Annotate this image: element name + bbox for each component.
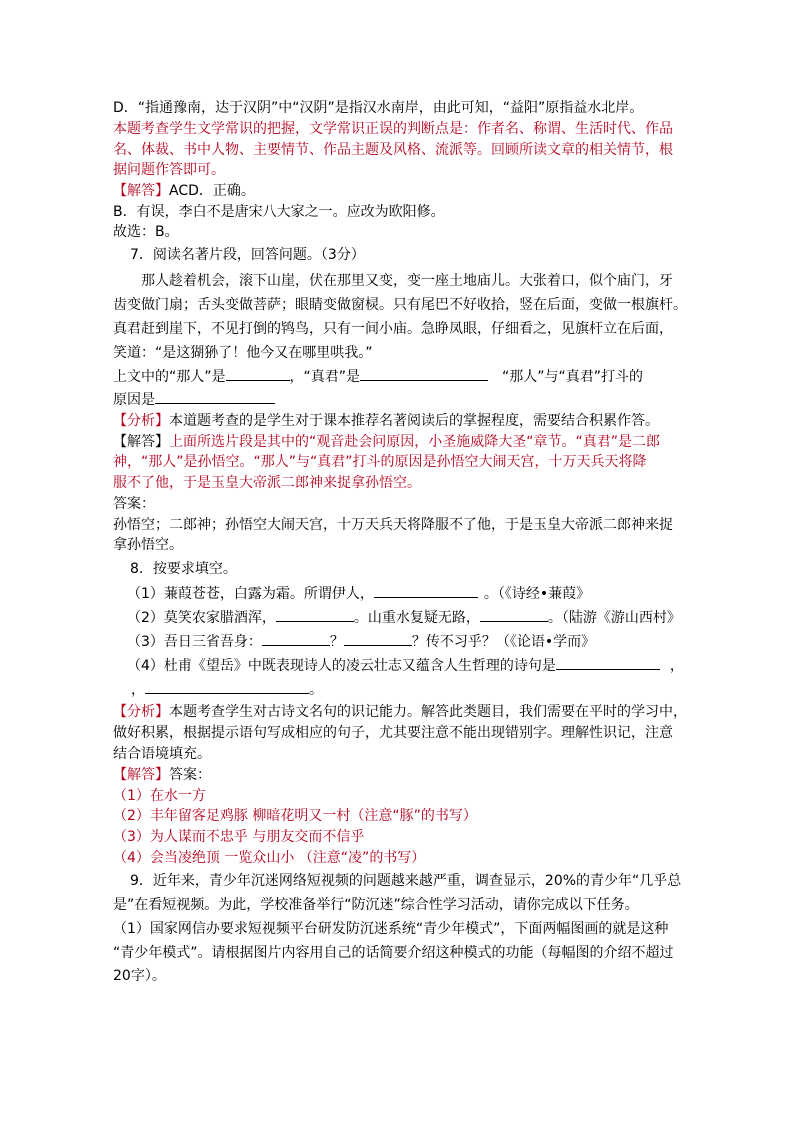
analysis-line [113, 702, 687, 722]
question-9-sub: （1）国家网信办要求短视频平台研发防沉迷系统“青少年模式”，下面两幅图画的就是这种 [113, 921, 669, 937]
fill-text: ， [669, 658, 684, 674]
question-7-title: 7．阅读名著片段，回答问题。（3分） [130, 247, 365, 263]
fill-text: ， [131, 682, 145, 698]
answer-item: （3）为人谋而不忠乎 与朋友交而不信乎 [113, 829, 365, 845]
analysis-text: 本题考查学生对古诗文名句的识记能力。解答此类题目，我们需要在平时的学习中， [169, 704, 687, 720]
fill-text: 。（《诗经•蒹葭》 [483, 586, 591, 602]
answer-text: 神，“那人”是孙悟空。“那人”与“真君”打斗的原因是孙悟空大闹天宫，十万天兵天将降 [113, 454, 647, 470]
fill-text: （1）蒹葭苍苍，白露为霜。所谓伊人， [127, 586, 374, 602]
analysis-text: 结合语境填充。 [113, 746, 211, 762]
answer-text: B．有误，李白不是唐宋八大家之一。应改为欧阳修。 [113, 204, 445, 220]
fill-text: 。 [309, 682, 323, 698]
answer-blank[interactable] [226, 366, 290, 381]
answer-blank[interactable] [344, 631, 412, 646]
answer-text: 上面所选片段是其中的“观音赴会问原因，小圣施威降大圣“章节。“真君”是二郎 [169, 434, 661, 450]
question-9-sub: 20字）。 [113, 968, 166, 984]
analysis-tag: 【分析】 [113, 704, 169, 720]
fill-item-1 [127, 583, 590, 604]
answer-choice: 故选：B。 [113, 224, 179, 240]
analysis-text: 据问题作答即可。 [113, 162, 225, 178]
answer-text: ACD．正确。 [169, 183, 255, 199]
answer-line [113, 432, 660, 452]
answer-tag: 【解答】 [113, 183, 169, 199]
passage-text: 真君赶到崖下，不见打倒的鸨鸟，只有一间小庙。急睁凤眼，仔细看之，见旗杆立在后面， [113, 321, 673, 337]
fill-item-4-cont [127, 679, 323, 700]
answer-blank[interactable] [262, 631, 330, 646]
answer-blank[interactable] [276, 607, 354, 622]
answer-blank[interactable] [360, 366, 488, 381]
fill-text: （3）吾日三省吾身： [127, 634, 262, 650]
passage-text: 那人趁着机会，滚下山崖，伏在那里又变，变一座土地庙儿。大张着口，似个庙门，牙 [141, 273, 673, 289]
answer-item: （2）丰年留客足鸡豚 柳暗花明又一村（注意“豚”的书写） [113, 808, 477, 824]
answer-blank[interactable] [556, 655, 660, 670]
question-text: 原因是 [113, 392, 155, 408]
answer-blank[interactable] [480, 607, 548, 622]
analysis-text: 本题考查学生文学常识的把握，文学常识正误的判断点是：作者名、称谓、生活时代、作品 [113, 121, 673, 137]
answer-blank[interactable] [145, 679, 309, 694]
answer-blank[interactable] [374, 583, 478, 598]
answer-tag: 【解答】 [113, 767, 169, 783]
option-d-text: D．“指通豫南，达于汉阴”中“汉阴”是指汉水南岸，由此可知，“益阳”原指益水北岸。 [113, 100, 644, 116]
fill-item-3 [127, 631, 595, 652]
question-9-text: 是”在看短视频。为此，学校准备举行“防沉迷”综合性学习活动，请你完成以下任务。 [113, 897, 639, 913]
fill-text: ？传不习乎？（《论语•学而》 [411, 634, 596, 650]
answer-label: 答案： [169, 767, 211, 783]
fill-text: 。山重水复疑无路， [353, 610, 480, 626]
analysis-text: 本道题考查的是学生对于课本推荐名著阅读后的掌握程度，需要结合积累作答。 [169, 413, 659, 429]
question-text: “那人”与“真君”打斗的 [502, 369, 644, 385]
answer-line [113, 181, 255, 201]
answer-text: 拿孙悟空。 [113, 537, 183, 553]
answer-blank[interactable] [155, 389, 275, 404]
analysis-text: 做好积累，根据提示语句写成相应的句子，尤其要注意不能出现错别字。理解性识记，注意 [113, 725, 673, 741]
fill-text: ？ [329, 634, 344, 650]
question-blank-line [113, 366, 643, 387]
fill-item-4 [127, 655, 684, 676]
passage-text: 笑道：“是这猢狲了！他今又在哪里哄我。” [113, 345, 373, 361]
question-8-title: 8．按要求填空。 [130, 561, 237, 577]
answer-label: 答案： [113, 496, 155, 512]
fill-text: （2）莫笑农家腊酒浑， [127, 610, 276, 626]
answer-tag: 【解答】 [113, 434, 169, 450]
passage-text: 齿变做门扇；舌头变做菩萨；眼睛变做窗棂。只有尾巴不好收拾，竖在后面，变做一根旗杆。 [113, 297, 687, 313]
answer-text: 孙悟空；二郎神；孙悟空大闹天宫，十万天兵天将降服不了他，于是玉皇大帝派二郎神来捉 [113, 517, 673, 533]
analysis-text: 名、体裁、书中人物、主要情节、作品主题及风格、流派等。回顾所读文章的相关情节，根 [113, 142, 673, 158]
fill-item-2 [127, 607, 681, 628]
question-text: 上文中的“那人”是 [113, 369, 226, 385]
analysis-line [113, 411, 659, 431]
analysis-tag: 【分析】 [113, 413, 169, 429]
fill-text: 。（陆游《游山西村》 [547, 610, 681, 626]
question-blank-line [113, 389, 275, 410]
question-text: ，“真君”是 [289, 369, 361, 385]
answer-item: （1）在水一方 [113, 788, 206, 804]
question-9-sub: “青少年模式”。请根据图片内容用自己的话简要介绍这种模式的功能（每幅图的介绍不超过 [113, 945, 674, 961]
fill-text: （4）杜甫《望岳》中既表现诗人的凌云壮志又蕴含人生哲理的诗句是 [127, 658, 556, 674]
answer-line [113, 765, 211, 785]
answer-text: 服不了他，于是玉皇大帝派二郎神来捉拿孙悟空。 [113, 475, 421, 491]
answer-item: （4）会当凌绝顶 一览众山小 （注意“凌”的书写） [113, 850, 426, 866]
question-9-text: 9．近年来，青少年沉迷网络短视频的问题越来越严重，调查显示，20%的青少年“几乎总 [130, 873, 682, 889]
